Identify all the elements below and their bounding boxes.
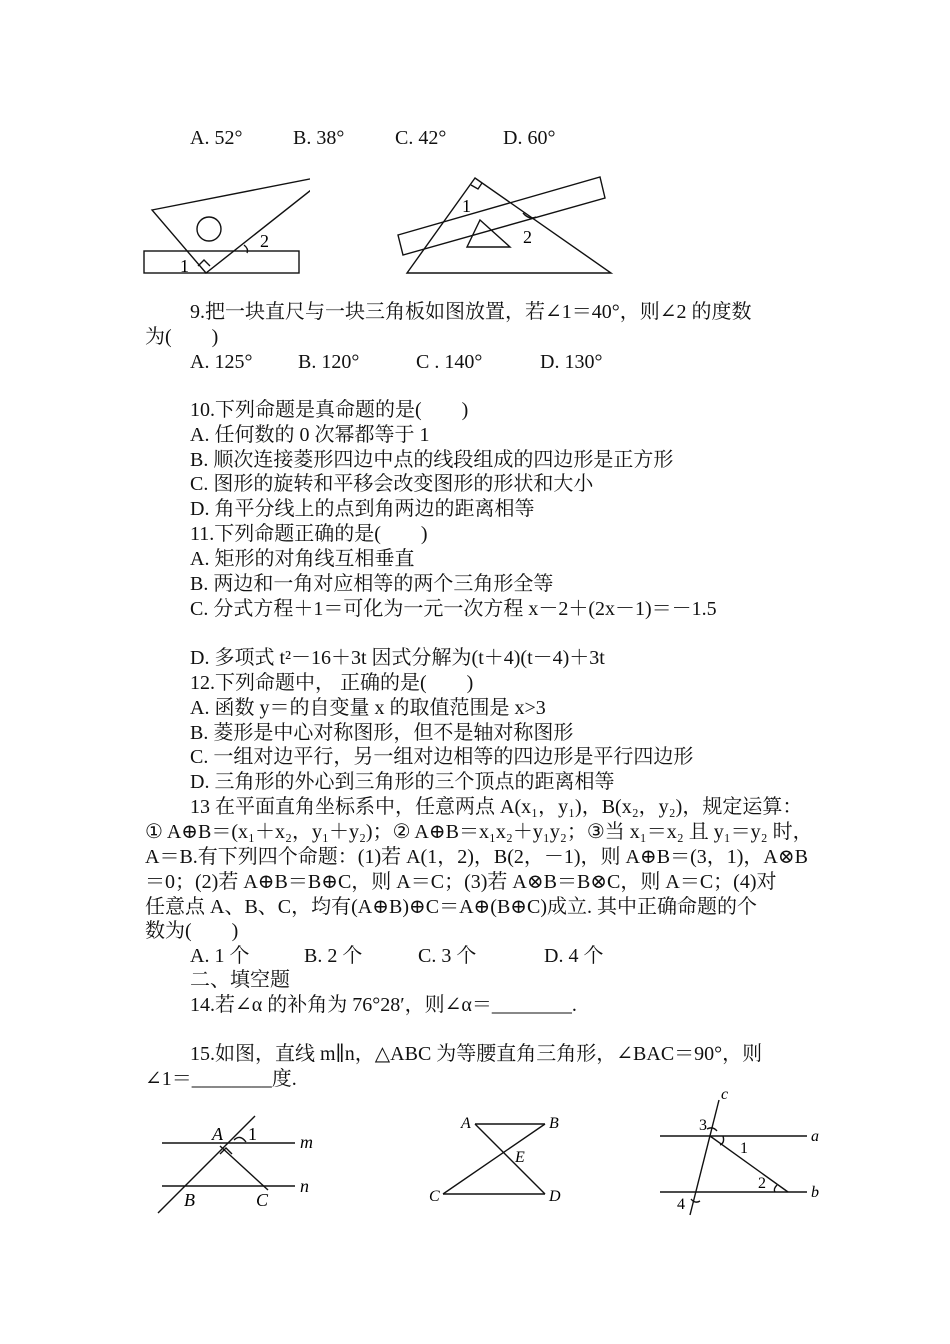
q9-option-b: B. 120°	[298, 351, 360, 373]
angle4-arc	[691, 1199, 700, 1202]
set-square	[152, 175, 310, 273]
q15-line1: 15.如图，直线 m∥n，△ABC 为等腰直角三角形，∠BAC＝90°，则	[190, 1043, 763, 1065]
q13-line4: ＝0；(2)若 A⊕B＝B⊕C，则 A＝C；(3)若 A⊗B＝B⊗C，则 A＝C；(4)对	[145, 871, 777, 893]
q8-option-b: B. 38°	[293, 127, 345, 149]
q11-option-c: C. 分式方程＋1＝可化为一元一次方程 x－2＋(2x－1)＝－1.5	[190, 598, 717, 620]
fig-b-label-b: B	[549, 1115, 559, 1132]
angle1-arc	[234, 1137, 246, 1142]
fig-b-label-e: E	[515, 1149, 525, 1166]
q10-stem: 10.下列命题是真命题的是( )	[190, 399, 469, 421]
fig-c-label-b: b	[811, 1184, 819, 1201]
q12-option-d: D. 三角形的外心到三角形的三个顶点的距离相等	[190, 771, 615, 793]
fig-left-label-2: 2	[260, 231, 269, 251]
q9-option-d: D. 130°	[540, 351, 603, 373]
angle2-arc	[244, 245, 248, 253]
fig-c-label-c: c	[721, 1086, 729, 1103]
fig-right-label-1: 1	[462, 196, 471, 216]
q12-option-a: A. 函数 y＝的自变量 x 的取值范围是 x>3	[190, 697, 546, 719]
q8-option-c: C. 42°	[395, 127, 447, 149]
fig-left-label-1: 1	[180, 256, 189, 276]
q12-stem: 12.下列命题中， 正确的是( )	[190, 672, 474, 694]
set-square-hole	[197, 217, 221, 241]
fig-b-label-d: D	[549, 1188, 561, 1205]
segment-bc	[443, 1124, 545, 1194]
fig-a-label-n: n	[300, 1176, 309, 1196]
fig-a-label-m: m	[300, 1132, 313, 1152]
q9-option-a: A. 125°	[190, 351, 253, 373]
q8-option-d: D. 60°	[503, 127, 556, 149]
q9-option-c: C . 140°	[416, 351, 483, 373]
q15-figure-parallel-triangle	[150, 1110, 330, 1220]
fig-a-label-b: B	[184, 1190, 195, 1210]
fig-c-label-3: 3	[699, 1117, 707, 1134]
segment-ad	[475, 1124, 545, 1194]
q12-option-c: C. 一组对边平行，另一组对边相等的四边形是平行四边形	[190, 746, 694, 768]
q13-option-d: D. 4 个	[544, 945, 604, 967]
fig-a-label-1: 1	[248, 1124, 257, 1144]
q13-line2: ① A⊕B＝(x₁＋x₂，y₁＋y₂)；② A⊕B＝x₁x₂＋y₁y₂；③当 x₁＝x₂ 且 y₁＝y₂ 时，	[145, 821, 813, 843]
q11-stem: 11.下列命题正确的是( )	[190, 523, 428, 545]
q8-options	[190, 126, 555, 150]
q10-option-d: D. 角平分线上的点到角两边的距离相等	[190, 498, 535, 520]
fig-b-label-c: C	[429, 1188, 440, 1205]
q11-option-d: D. 多项式 t²－16＋3t 因式分解为(t＋4)(t－4)＋3t	[190, 647, 605, 669]
q9-stem-line1: 9.把一块直尺与一块三角板如图放置，若∠1＝40°，则∠2 的度数	[190, 301, 752, 323]
q9-stem-line2: 为( )	[145, 326, 219, 348]
q-figure-parallel-transversal	[655, 1085, 835, 1220]
q15-line2: ∠1＝________度.	[145, 1068, 297, 1090]
q8-option-a: A. 52°	[190, 127, 243, 149]
small-triangle	[467, 220, 510, 247]
q13-options	[190, 944, 603, 968]
q13-line1: 13 在平面直角坐标系中，任意两点 A(x₁，y₁)，B(x₂，y₂)，规定运算：	[190, 796, 803, 818]
fig-c-label-1: 1	[740, 1140, 748, 1157]
fig-c-label-a: a	[811, 1128, 819, 1145]
q10-option-c: C. 图形的旋转和平移会改变图形的形状和大小	[190, 473, 594, 495]
q13-line5: 任意点 A、B、C，均有(A⊕B)⊕C＝A⊕(B⊕C)成立. 其中正确命题的个	[145, 896, 758, 918]
ruler	[144, 251, 299, 273]
q14-stem: 14.若∠α 的补角为 76°28′，则∠α＝________.	[190, 994, 577, 1016]
q13-option-c: C. 3 个	[418, 945, 477, 967]
q9-options	[190, 350, 602, 374]
q13-line6: 数为( )	[145, 920, 239, 942]
right-angle-mark	[198, 260, 210, 266]
q8-figure-triangle-ruler	[395, 165, 615, 285]
line-ac	[220, 1146, 268, 1190]
angle2-arc	[774, 1185, 777, 1192]
q13-line3: A＝B.有下列四个命题：(1)若 A(1，2)，B(2，－1)，则 A⊕B＝(3，1)，A⊗B	[145, 846, 808, 868]
fig-a-label-c: C	[256, 1190, 269, 1210]
q13-option-b: B. 2 个	[304, 945, 363, 967]
fig-c-label-2: 2	[758, 1175, 766, 1192]
section2-title: 二、填空题	[190, 969, 290, 991]
fig-a-label-a: A	[212, 1124, 223, 1144]
q8-figure-ruler-triangle	[140, 165, 310, 285]
q11-option-b: B. 两边和一角对应相等的两个三角形全等	[190, 573, 554, 595]
q10-option-a: A. 任何数的 0 次幂都等于 1	[190, 424, 430, 446]
q-figure-bowtie	[425, 1110, 575, 1210]
fig-b-label-a: A	[461, 1115, 471, 1132]
q12-option-b: B. 菱形是中心对称图形，但不是轴对称图形	[190, 722, 574, 744]
q11-option-a: A. 矩形的对角线互相垂直	[190, 548, 415, 570]
q10-option-b: B. 顺次连接菱形四边中点的线段组成的四边形是正方形	[190, 449, 674, 471]
fig-right-label-2: 2	[523, 227, 532, 247]
fig-c-label-4: 4	[677, 1196, 685, 1213]
q13-option-a: A. 1 个	[190, 945, 250, 967]
right-angle-mark	[471, 183, 482, 189]
